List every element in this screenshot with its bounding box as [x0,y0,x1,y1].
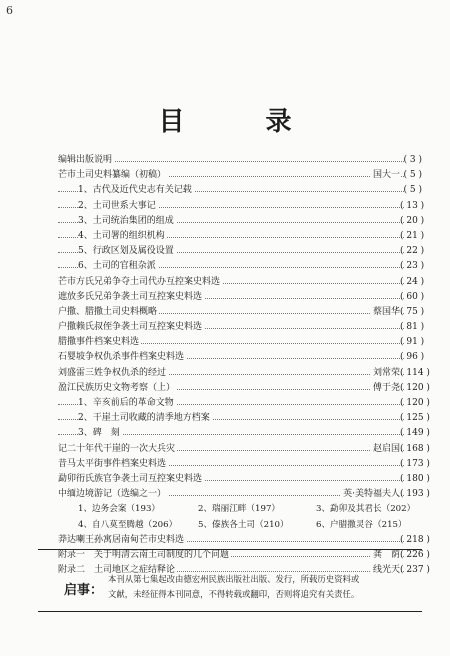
toc-entry [58,457,430,472]
toc-entry-title: 芒市方氏兄弟争夺土司代办互控案史料选 [58,275,222,290]
toc-entry-page: ( 237 ) [400,565,430,576]
notice-line: 本刊从第七集起改由德宏州民族出版社出版、发行，所载历史资料或 [108,574,360,584]
toc-entry-page: ( 218 ) [400,534,430,545]
toc-entry [58,168,422,183]
toc-entry [58,275,425,290]
notice-line: 文献，未经征得本刊同意，不得转载或翻印，否则将追究有关责任。 [108,589,360,599]
toc-entry-title: 石婴坡争权仇杀事件档案史料选 [58,350,186,365]
toc-entry-title: 中缅边境游记（选编之一） [58,487,168,502]
toc-entry [58,229,425,244]
toc-entry-author: 国大一 [371,168,400,183]
toc-entry-title: 6、土司的官租杂派 [78,259,158,274]
toc-entry-page: ( 149 ) [400,428,430,439]
toc-entry-title: 附录二 土司地区之症结释论 [58,563,177,578]
toc-entry-title: 1、古代及近代史志有关记载 [78,183,194,198]
toc-subentry: 1、边务会案（193） [78,504,161,515]
toc-entry [58,183,422,198]
toc-entry [58,533,430,548]
toc-entry [58,290,425,305]
toc-entry-title: 5、行政区划及属役设置 [78,244,176,259]
toc-entry-page: ( 180 ) [400,473,430,484]
toc-entry [58,442,430,457]
toc-entry-author: 蔡国华 [371,305,400,320]
toc-entry-page: ( 13 ) [400,200,425,211]
toc-entry-page: ( 193 ) [400,489,430,500]
toc-entry-page: ( 21 ) [400,230,425,241]
toc-entry-title: 遮放多氏兄弟争袭土司互控案史料选 [58,290,204,305]
toc-entry-author: 赵启国 [371,442,400,457]
toc-subentry: 4、自八莫至腾越（206） [78,519,178,530]
toc-entry-title: 腊撒事件档案史料选 [58,335,141,350]
toc-entry [58,199,425,214]
toc-subentry: 5、傣族各土司（210） [198,519,289,530]
toc-entry [58,259,425,274]
toc-entry-author: 英·美特福夫人 [341,487,400,502]
toc-entry-page: ( 20 ) [400,215,425,226]
toc-entry-page: ( 168 ) [400,443,430,454]
toc-entry-title: 记二十年代干崖的一次大兵灾 [58,442,177,457]
toc-entry [58,366,430,381]
top-rule [38,549,422,550]
toc-entry-page: ( 75 ) [400,306,425,317]
toc-entry-page: ( 81 ) [400,322,425,333]
toc-entry-page: ( 23 ) [400,261,425,272]
toc-entry-title: 芒市土司史料纂编（初稿） [58,168,168,183]
toc-entry [58,214,425,229]
toc-entry-title: 3、土司统治集团的组成 [78,214,176,229]
toc-entry-title: 勐卯衎氏族官争袭土司互控案史料选 [58,472,204,487]
page-title: 目 录 [158,107,328,137]
toc-entry [58,426,430,441]
toc-subentry-row [58,502,422,517]
toc-entry-author: 线光天 [371,563,400,578]
toc-entry-page: ( 60 ) [400,291,425,302]
toc-entry-page: ( 24 ) [400,276,425,287]
toc-entry-title: 编辑出版说明 [58,153,114,168]
toc-entry [58,244,425,259]
toc-entry-title: 2、土司世系大事记 [78,199,158,214]
toc-subentry: 2、瑞丽江畔（197） [198,504,281,515]
toc-entry [58,381,430,396]
corner-mark: 6 [6,4,13,17]
toc-entry [58,153,422,168]
toc-entry-author: 龚 荫 [371,548,400,563]
toc-entry-page: ( 120 ) [400,398,430,408]
toc-entry-title: 昔马太平街事件档案史料选 [58,457,168,472]
toc-entry-page: ( 226 ) [400,549,430,560]
toc-entry-title: 莽达喇王孙寓居南甸芒市史料选 [58,533,186,548]
toc-entry-title: 3、碑 刻 [78,426,122,441]
toc-entry-page: ( 5 ) [403,170,422,181]
toc-entry-page: ( 3 ) [403,155,422,165]
toc-entry [58,472,430,487]
toc-subentry: 6、户腊撒灵谷（215） [316,519,407,530]
notice-body [108,572,418,602]
toc-entry-page: ( 173 ) [400,458,430,469]
toc-entry-title: 户撒、腊撒土司史料概略 [58,305,159,320]
toc-entry-title: 附录一 关于明清云南土司制度的几个问题 [58,548,231,563]
toc-entry-page: ( 120 ) [400,382,430,393]
toc-entry [58,411,430,426]
toc-entry [58,335,425,350]
toc-entry-title: 4、土司署的组织机构 [78,229,167,244]
bottom-rule [38,611,422,612]
toc-entry [58,320,425,335]
toc-entry [58,350,425,365]
toc-entry-page: ( 22 ) [400,246,425,257]
toc-subentry-row [58,518,422,533]
toc-entry-page: ( 96 ) [400,352,425,363]
toc-entry-title: 盈江民族历史文物考察（上） [58,381,177,396]
toc-entry [58,487,430,502]
toc-entry-page: ( 114 ) [400,367,430,378]
toc-entry-title: 户撒赖氏叔侄争袭土司互控案史料选 [58,320,204,335]
toc-entry-title: 刘盛雷三姓争权仇杀的经过 [58,366,168,381]
toc-entry-author: 傅于尧 [371,381,400,396]
toc-subentry: 3、勐卯及其君长（202） [316,504,416,515]
toc-entry-page: ( 125 ) [400,413,430,424]
notice-label: 启事： [64,583,104,598]
toc-entry [58,305,425,320]
toc-entry-title: 1、辛亥前后的革命文物 [78,396,176,411]
toc-entry-title: 2、干崖土司收藏的清季地方档案 [78,411,212,426]
toc-entry [58,396,430,411]
toc-entry-author: 刘常荣 [371,366,400,381]
toc-entry-page: ( 5 ) [403,185,422,196]
toc-entry-page: ( 91 ) [400,337,425,348]
table-of-contents [58,153,430,578]
toc-entry [58,548,430,563]
